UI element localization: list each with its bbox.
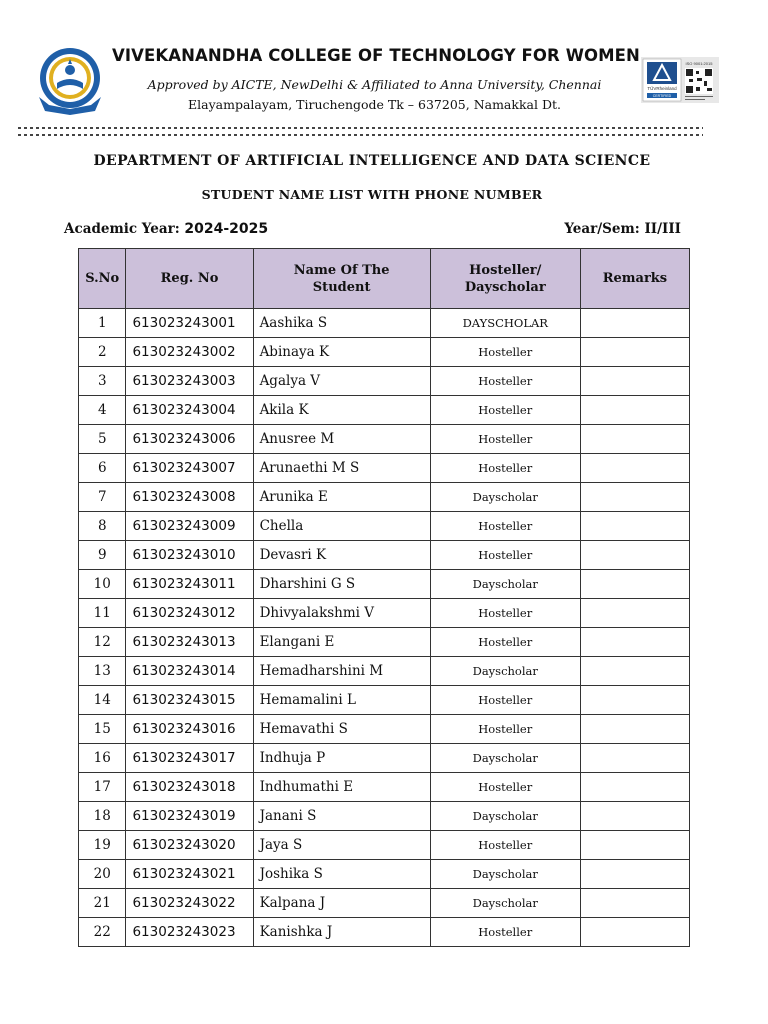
iso-certification-badge [641,57,719,103]
cell-sno: 14 [79,686,126,715]
cell-reg-no: 613023243023 [126,918,253,947]
cert-iso-text: ISO 9001:2015 [685,61,713,66]
cell-reg-no: 613023243002 [126,338,253,367]
cell-student-name: Hemamalini L [253,686,430,715]
table-row [79,483,690,512]
cell-residence: Dayscholar [430,744,580,773]
cell-sno: 11 [79,599,126,628]
table-row [79,367,690,396]
cell-student-name: Devasri K [253,541,430,570]
cell-remarks [580,773,689,802]
cell-reg-no: 613023243006 [126,425,253,454]
cell-reg-no: 613023243019 [126,802,253,831]
cell-residence: Dayscholar [430,570,580,599]
table-row [79,454,690,483]
header-student-name: Name Of The Student [253,249,430,309]
cell-remarks [580,338,689,367]
college-logo [35,45,105,117]
table-row [79,570,690,599]
cell-sno: 3 [79,367,126,396]
cell-residence: Hosteller [430,918,580,947]
table-row [79,512,690,541]
cell-reg-no: 613023243001 [126,309,253,338]
cell-sno: 1 [79,309,126,338]
cell-reg-no: 613023243021 [126,860,253,889]
table-row [79,860,690,889]
table-row [79,831,690,860]
cell-residence: Hosteller [430,425,580,454]
cell-sno: 9 [79,541,126,570]
table-row [79,628,690,657]
cell-remarks [580,860,689,889]
cell-residence: Dayscholar [430,889,580,918]
cell-sno: 13 [79,657,126,686]
cell-student-name: Arunika E [253,483,430,512]
cell-residence: Hosteller [430,541,580,570]
cell-reg-no: 613023243013 [126,628,253,657]
table-row [79,802,690,831]
header-sno: S.No [79,249,126,309]
cell-remarks [580,367,689,396]
cell-student-name: Abinaya K [253,338,430,367]
table-row [79,744,690,773]
cell-remarks [580,628,689,657]
college-approval-line: Approved by AICTE, NewDelhi & Affiliated to Anna University, Chennai [147,77,602,92]
cell-remarks [580,483,689,512]
cell-residence: Dayscholar [430,657,580,686]
cell-reg-no: 613023243009 [126,512,253,541]
table-row [79,309,690,338]
cell-student-name: Aashika S [253,309,430,338]
cell-remarks [580,425,689,454]
cell-remarks [580,657,689,686]
cell-reg-no: 613023243020 [126,831,253,860]
cell-remarks [580,686,689,715]
cell-remarks [580,889,689,918]
cell-remarks [580,454,689,483]
cell-remarks [580,309,689,338]
table-row [79,599,690,628]
header-divider [18,127,703,136]
table-row [79,396,690,425]
cell-remarks [580,831,689,860]
table-header-row [79,249,690,309]
table-body [79,309,690,947]
cell-student-name: Elangani E [253,628,430,657]
cell-student-name: Jaya S [253,831,430,860]
header-reg-no: Reg. No [126,249,253,309]
cell-residence: Hosteller [430,454,580,483]
cell-sno: 12 [79,628,126,657]
cell-residence: Hosteller [430,367,580,396]
academic-year [64,221,268,237]
cell-student-name: Chella [253,512,430,541]
cell-sno: 10 [79,570,126,599]
cert-label: CERTIFIED [652,94,672,98]
qr-code-icon [685,68,713,94]
cell-student-name: Dharshini G S [253,570,430,599]
academic-year-label: Academic Year: [64,221,185,237]
cell-residence: Hosteller [430,773,580,802]
cell-remarks [580,715,689,744]
table-row [79,715,690,744]
table-row [79,773,690,802]
table-row [79,889,690,918]
cell-student-name: Agalya V [253,367,430,396]
cell-student-name: Hemavathi S [253,715,430,744]
cell-residence: Hosteller [430,715,580,744]
college-name: VIVEKANANDHA COLLEGE OF TECHNOLOGY FOR WOMEN [112,46,640,65]
cell-reg-no: 613023243022 [126,889,253,918]
cell-reg-no: 613023243014 [126,657,253,686]
cell-student-name: Dhivyalakshmi V [253,599,430,628]
cell-sno: 19 [79,831,126,860]
cell-sno: 5 [79,425,126,454]
cell-student-name: Arunaethi M S [253,454,430,483]
cell-remarks [580,918,689,947]
cell-remarks [580,744,689,773]
cell-sno: 2 [79,338,126,367]
cell-sno: 6 [79,454,126,483]
cell-residence: Hosteller [430,831,580,860]
cell-remarks [580,599,689,628]
cell-residence: DAYSCHOLAR [430,309,580,338]
cell-sno: 21 [79,889,126,918]
cell-remarks [580,802,689,831]
cell-reg-no: 613023243004 [126,396,253,425]
cell-residence: Hosteller [430,686,580,715]
list-title: STUDENT NAME LIST WITH PHONE NUMBER [201,187,543,202]
cell-student-name: Hemadharshini M [253,657,430,686]
cell-residence: Hosteller [430,512,580,541]
table-row [79,686,690,715]
cell-sno: 18 [79,802,126,831]
cell-residence: Hosteller [430,396,580,425]
year-semester: Year/Sem: II/III [564,221,681,237]
cell-residence: Dayscholar [430,483,580,512]
cell-residence: Dayscholar [430,860,580,889]
table-row [79,918,690,947]
cell-reg-no: 613023243011 [126,570,253,599]
cell-remarks [580,541,689,570]
cell-reg-no: 613023243003 [126,367,253,396]
cell-reg-no: 613023243015 [126,686,253,715]
cell-sno: 17 [79,773,126,802]
cell-residence: Hosteller [430,599,580,628]
cell-reg-no: 613023243008 [126,483,253,512]
cell-student-name: Indhuja P [253,744,430,773]
cell-remarks [580,512,689,541]
cell-sno: 15 [79,715,126,744]
cell-reg-no: 613023243018 [126,773,253,802]
cell-sno: 22 [79,918,126,947]
table-row [79,657,690,686]
college-address: Elayampalayam, Tiruchengode Tk – 637205, Namakkal Dt. [188,97,561,112]
cell-sno: 8 [79,512,126,541]
cell-reg-no: 613023243017 [126,744,253,773]
department-title: DEPARTMENT OF ARTIFICIAL INTELLIGENCE AND DATA SCIENCE [93,153,651,169]
cell-student-name: Kanishka J [253,918,430,947]
cert-brand: TÜVRheinland [647,86,677,91]
cell-reg-no: 613023243007 [126,454,253,483]
table-row [79,425,690,454]
cell-reg-no: 613023243012 [126,599,253,628]
cell-reg-no: 613023243016 [126,715,253,744]
cell-sno: 4 [79,396,126,425]
cell-residence: Dayscholar [430,802,580,831]
student-table [78,248,690,947]
cell-student-name: Indhumathi E [253,773,430,802]
cell-student-name: Akila K [253,396,430,425]
header-hosteller-dayscholar: Hosteller/ Dayscholar [430,249,580,309]
cell-student-name: Kalpana J [253,889,430,918]
cell-sno: 7 [79,483,126,512]
cell-sno: 16 [79,744,126,773]
cell-reg-no: 613023243010 [126,541,253,570]
cell-sno: 20 [79,860,126,889]
header-remarks: Remarks [580,249,689,309]
cell-remarks [580,396,689,425]
table-row [79,541,690,570]
table-row [79,338,690,367]
cell-student-name: Joshika S [253,860,430,889]
cell-residence: Hosteller [430,338,580,367]
cell-student-name: Janani S [253,802,430,831]
cell-residence: Hosteller [430,628,580,657]
cell-student-name: Anusree M [253,425,430,454]
cell-remarks [580,570,689,599]
academic-year-value: 2024-2025 [184,221,269,237]
